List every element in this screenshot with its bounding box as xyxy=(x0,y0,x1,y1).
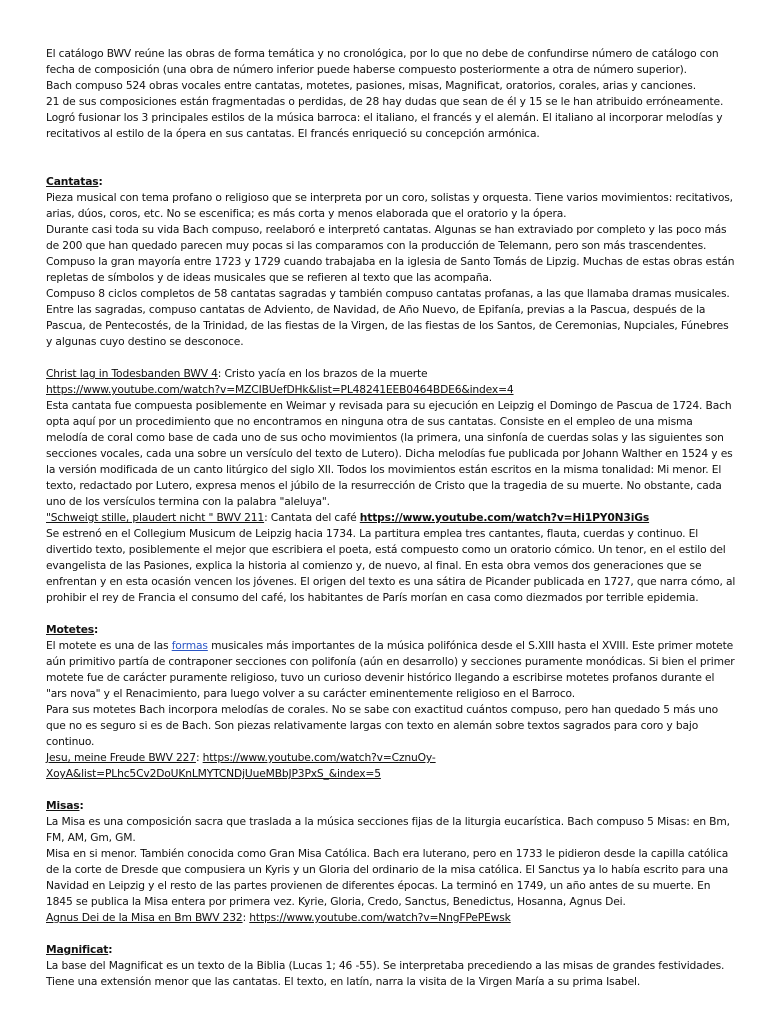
cantatas-paragraph: Durante casi toda su vida Bach compuso, reelaboró e interpretó cantatas. Algunas se han extraviado por completo y las poco más de 200 que han quedado parecen muy pocas si las comparamos con la producción de Telemann, pero son más trascendentes. Compuso la gran mayoría entre 1723 y 1729 cuando trabajaba en la iglesia de Santo Tomás de Lipzig. Muchas de estas obras están repletas de símbolos y de ideas musicales que se refieren al texto que las acompaña. xyxy=(46,223,735,284)
cantatas-paragraph: Compuso 8 ciclos completos de 58 cantatas sagradas y también compuso cantatas profanas, a las que llamaba dramas musicales. Entre las sagradas, compuso cantatas de Adviento, de Navidad, de Año Nuevo, de Epifanía, previas a la Pascua, después de la Pascua, de Pentecostés, de la Trinidad, de las fiestas de la Virgen, de las fiestas de los Santos, de Ceremonias, Nupciales, Fúnebres y algunas cuyo destino se desconoce. xyxy=(46,287,730,348)
work-title-bwv211[interactable]: "Schweigt stille, plaudert nicht " BWV 211 xyxy=(46,511,265,524)
work-link-bwv4[interactable]: https://www.youtube.com/watch?v=MZCIBUefDHk&list=PL48241EEB0464BDE6&index=4 xyxy=(46,383,514,396)
intro-paragraph: Bach compuso 524 obras vocales entre cantatas, motetes, pasiones, misas, Magnificat, oratorios, corales, arias y canciones. xyxy=(46,79,696,92)
cantatas-paragraph: Pieza musical con tema profano o religioso que se interpreta por un coro, solistas y orquesta. Tiene varios movimientos: recitativos, arias, dúos, coros, etc. No se escenifica; es más corta y menos elaborada que el oratorio y la ópera. xyxy=(46,191,733,220)
motetes-section xyxy=(46,622,736,782)
motetes-paragraph: Para sus motetes Bach incorpora melodías de corales. No se sabe con exactitud cuántos compuso, pero han quedado 5 más uno que no es seguro si es de Bach. Son piezas relativamente largas con texto en alemán sobre textos sagrados para coro y bajo continuo. xyxy=(46,703,719,748)
misas-paragraph: La Misa es una composición sacra que traslada a la música secciones fijas de la liturgia eucarística. Bach compuso 5 Misas: en Bm, FM, AM, Gm, GM. xyxy=(46,815,730,844)
work-line-bwv232: Agnus Dei de la Misa en Bm BWV 232: https://www.youtube.com/watch?v=NngFPePEwsk xyxy=(46,911,511,924)
magnificat-heading: Magnificat: xyxy=(46,943,113,956)
intro-section xyxy=(46,46,736,142)
work-link-bwv211[interactable]: https://www.youtube.com/watch?v=Hi1PY0N3iGs xyxy=(359,511,650,524)
work-line-bwv4: Christ lag in Todesbanden BWV 4: Cristo yacía en los brazos de la muerte xyxy=(46,367,428,380)
motetes-heading: Motetes: xyxy=(46,623,99,636)
work-title-bwv227[interactable]: Jesu, meine Freude BWV 227 xyxy=(46,751,196,764)
work-description-bwv211: Se estrenó en el Collegium Musicum de Leipzig hacia 1734. La partitura emplea tres cantantes, flauta, cuerdas y continuo. El divertido texto, posiblemente el mejor que escribiera el poeta, está compuesto como un oratorio cómico. Un tenor, en el estilo del evangelista de las Pasiones, explica la historia al comienzo y, de nuevo, al final. En esta obra vemos dos generaciones que se enfrentan y en esta ocasión vencen los jóvenes. El origen del texto es una sátira de Picander publicada en 1727, que narra cómo, al prohibir el rey de Francia el consumo del café, los habitantes de París morían en casa como diezmados por terrible epidemia. xyxy=(46,527,736,604)
work-description-bwv4: Esta cantata fue compuesta posiblemente en Weimar y revisada para su ejecución en Leipzig el Domingo de Pascua de 1724. Bach opta aquí por un procedimiento que no encontramos en ninguna otra de sus cantatas. Consiste en el empleo de una misma melodía de coral como base de cada uno de sus ocho movimientos (la primera, una sinfonía de cuerdas solas y las siguientes son secciones vocales, cada una sobre un versículo del texto de Lutero). Dicha melodías fue publicada por Johann Walther en 1524 y es la versión modificada de un canto litúrgico del siglo XII. Todos los movimientos están escritos en la misma tonalidad: Mi menor. El texto, redactado por Lutero, expresa menos el júbilo de la resurrección de Cristo que la tragedia de su muerte. No obstante, cada uno de los versículos termina con la palabra "aleluya". xyxy=(46,399,733,508)
work-title-bwv232[interactable]: Agnus Dei de la Misa en Bm BWV 232 xyxy=(46,911,243,924)
misas-section xyxy=(46,798,736,926)
intro-paragraph: El catálogo BWV reúne las obras de forma temática y no cronológica, por lo que no debe de confundirse número de catálogo con fecha de composición (una obra de número inferior puede haberse compuesto posteriormente a otra de número superior). xyxy=(46,47,719,76)
cantatas-section xyxy=(46,174,736,606)
work-line-bwv227: Jesu, meine Freude BWV 227: https://www.youtube.com/watch?v=CznuOy-XoyA&list=PLhc5Cv2DoUKnLMYTCNDjUueMBbJP3PxS_&index=5 xyxy=(46,751,436,780)
document-body xyxy=(46,46,736,990)
work-link-bwv227[interactable]: https://www.youtube.com/watch?v=CznuOy-XoyA&list=PLhc5Cv2DoUKnLMYTCNDjUueMBbJP3PxS_&index=5 xyxy=(46,751,436,780)
misas-paragraph: Misa en si menor. También conocida como Gran Misa Católica. Bach era luterano, pero en 1733 le pidieron desde la capilla católica de la corte de Dresde que compusiera un Kyris y un Gloria del ordinario de la misa católica. El Sanctus ya lo había escrito para una Navidad en Leipzig y el resto de las partes provienen de diferentes épocas. La terminó en 1749, un año antes de su muerte. En 1845 se publica la Misa entera por primera vez. Kyrie, Gloria, Credo, Sanctus, Benedictus, Hosanna, Agnus Dei. xyxy=(46,847,729,908)
intro-paragraph: 21 de sus composiciones están fragmentadas o perdidas, de 28 hay dudas que sean de él y 15 se le han atribuido erróneamente. xyxy=(46,95,724,108)
work-line-bwv211: "Schweigt stille, plaudert nicht " BWV 211: Cantata del café https://www.youtube.com/watch?v=Hi1PY0N3iGs xyxy=(46,511,650,524)
misas-heading: Misas: xyxy=(46,799,84,812)
magnificat-section xyxy=(46,942,736,990)
formas-link[interactable]: formas xyxy=(171,639,208,652)
motetes-paragraph: El motete es una de las formas musicales más importantes de la música polifónica desde el S.XIII hasta el XVIII. Este primer motete aún primitivo partía de contraponer secciones con polifonía (aún en desarrollo) y secciones puramente monódicas. Si bien el primer motete fue de carácter puramente religioso, tuvo un curioso devenir histórico llegando a escribirse motetes profanos durante el "ars nova" y el Renacimiento, para luego volver a su carácter eminentemente religioso en el Barroco. xyxy=(46,639,735,700)
work-link-bwv232[interactable]: https://www.youtube.com/watch?v=NngFPePEwsk xyxy=(249,911,511,924)
intro-paragraph: Logró fusionar los 3 principales estilos de la música barroca: el italiano, el francés y el alemán. El italiano al incorporar melodías y recitativos al estilo de la ópera en sus cantatas. El francés enriqueció su concepción armónica. xyxy=(46,111,723,140)
work-title-bwv4[interactable]: Christ lag in Todesbanden BWV 4 xyxy=(46,367,218,380)
magnificat-paragraph: La base del Magnificat es un texto de la Biblia (Lucas 1; 46 -55). Se interpretaba precediendo a las misas de grandes festividades. Tiene una extensión menor que las cantatas. El texto, en latín, narra la visita de la Virgen María a su prima Isabel. xyxy=(46,959,725,988)
cantatas-heading: Cantatas: xyxy=(46,175,103,188)
